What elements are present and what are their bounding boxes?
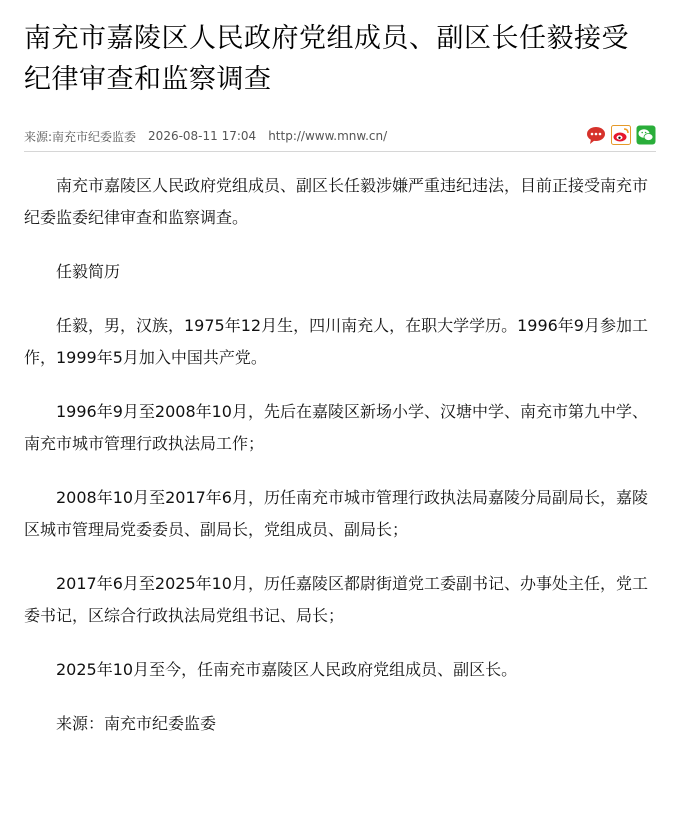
paragraph: 来源：南充市纪委监委	[56, 714, 217, 733]
article-source: 来源:南充市纪委监委	[24, 129, 137, 144]
paragraph: 南充市嘉陵区人民政府党组成员、副区长任毅涉嫌严重违纪违法，目前正接受南充市纪委监委纪律审查和监察调查。	[24, 176, 649, 227]
paragraph: 2017年6月至2025年10月，历任嘉陵区都尉街道党工委副书记、办事处主任，党工委书记，区综合行政执法局党组书记、局长；	[24, 574, 648, 625]
weibo-icon[interactable]	[611, 125, 631, 145]
article-datetime: 2026-08-11 17:04	[148, 129, 257, 143]
paragraph: 1996年9月至2008年10月，先后在嘉陵区新场小学、汉塘中学、南充市第九中学、南充市城市管理行政执法局工作；	[24, 402, 648, 453]
article-body	[24, 170, 656, 740]
article-title: 南充市嘉陵区人民政府党组成员、副区长任毅接受纪律审查和监察调查	[24, 23, 629, 95]
article-meta-bar	[24, 121, 656, 152]
article-container	[0, 18, 684, 740]
comment-icon[interactable]	[586, 125, 606, 145]
paragraph: 任毅简历	[56, 262, 121, 281]
share-bar	[586, 125, 656, 145]
paragraph: 2025年10月至今，任南充市嘉陵区人民政府党组成员、副区长。	[56, 660, 518, 679]
paragraph: 2008年10月至2017年6月，历任南充市城市管理行政执法局嘉陵分局副局长，嘉陵区城市管理局党委委员、副局长，党组成员、副局长；	[24, 488, 648, 539]
article-source-link[interactable]: http://www.mnw.cn/	[268, 129, 388, 143]
paragraph: 任毅，男，汉族，1975年12月生，四川南充人，在职大学学历。1996年9月参加工作，1999年5月加入中国共产党。	[24, 316, 648, 367]
wechat-icon[interactable]	[636, 125, 656, 145]
